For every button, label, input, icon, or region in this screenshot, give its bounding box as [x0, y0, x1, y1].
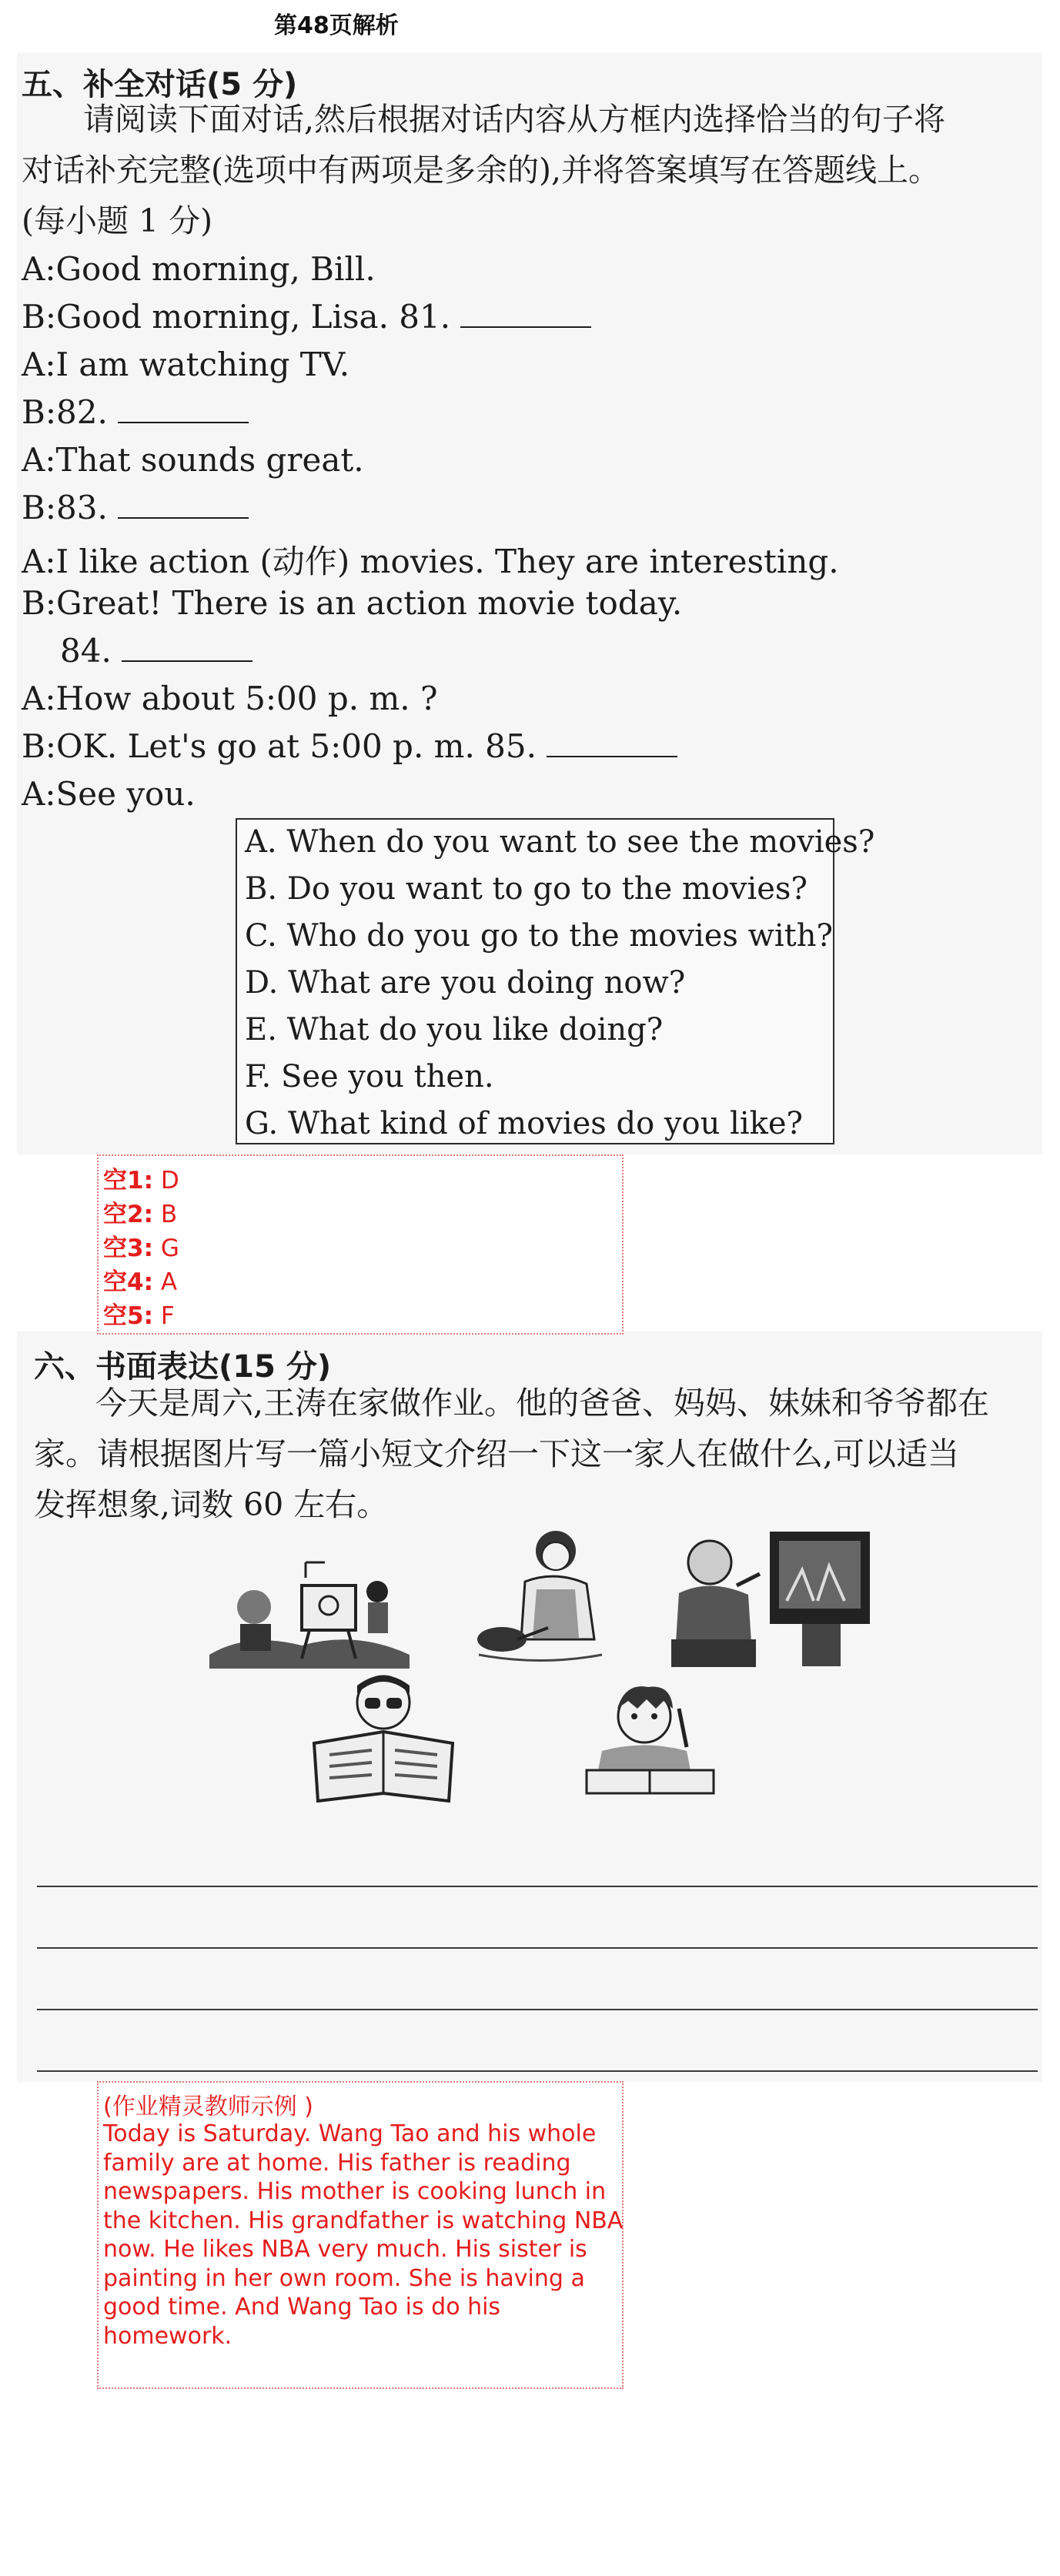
writing-line[interactable] [37, 1947, 1038, 1949]
answer-blank-83[interactable] [118, 494, 249, 519]
page-title: 第48页解析 [274, 12, 399, 39]
section-5-instruction-line-2: 对话补充完整(选项中有两项是多余的),并将答案填写在答题线上。 [22, 152, 941, 189]
answer-line-3: 空3: G [103, 1235, 179, 1262]
dialogue-line: A:I am watching TV. [22, 346, 350, 383]
dialogue-line: 84. [60, 632, 252, 670]
dialogue-line: B:OK. Let's go at 5:00 p. m. 85. [22, 727, 677, 765]
answer-line-4: 空4: A [103, 1268, 178, 1296]
section-6-title: 六、书面表达(15 分) [34, 1349, 332, 1385]
dialogue-line: B:83. [22, 489, 249, 526]
mother-cooking-illustration [471, 1524, 617, 1670]
option-e: E. What do you like doing? [245, 1012, 664, 1047]
answer-blank-84[interactable] [122, 637, 252, 662]
sample-answer-heading: (作业精灵教师示例 ) [103, 2093, 313, 2120]
wang-tao-homework-illustration [571, 1678, 725, 1801]
dialogue-line: A:Good morning, Bill. [22, 250, 376, 288]
sister-painting-illustration [202, 1547, 417, 1670]
section-5-instruction-line-1: 请阅读下面对话,然后根据对话内容从方框内选择恰当的句子将 [83, 101, 946, 138]
writing-line[interactable] [37, 2009, 1038, 2010]
option-f: F. See you then. [245, 1059, 494, 1094]
option-c: C. Who do you go to the movies with? [245, 918, 833, 954]
section-5-title: 五、补全对话(5 分) [22, 67, 298, 102]
dialogue-line: A:That sounds great. [22, 441, 364, 479]
dialogue-line: A:How about 5:00 p. m. ? [22, 680, 438, 717]
sample-answer-text: Today is Saturday. Wang Tao and his whole family are at home. His father is reading newspapers. His mother is cooking lunch in the kitchen. His grandfather is watching NBA now. He likes NBA very much. His sister is painting in her own room. She is having a good time. And Wang Tao is do his homework. [103, 2120, 624, 2350]
answer-line-1: 空1: D [103, 1167, 179, 1194]
options-box [236, 818, 875, 1144]
answer-key-box [97, 1154, 624, 1335]
answer-blank-85[interactable] [547, 733, 677, 757]
writing-line[interactable] [37, 2070, 1038, 2072]
option-g: G. What kind of movies do you like? [245, 1106, 803, 1141]
answer-blank-82[interactable] [118, 399, 249, 423]
option-b: B. Do you want to go to the movies? [245, 871, 808, 907]
section-6-instruction-line-1: 今天是周六,王涛在家做作业。他的爸爸、妈妈、妹妹和爷爷都在 [95, 1385, 990, 1422]
option-d: D. What are you doing now? [245, 965, 686, 1001]
dialogue-line: B:82. [22, 393, 249, 431]
section-5-instruction-line-3: (每小题 1 分) [22, 202, 213, 239]
dialogue-line: A:I like action (动作) movies. They are interesting. [22, 543, 839, 580]
father-reading-newspaper-illustration [306, 1670, 460, 1809]
answer-line-5: 空5: F [103, 1302, 175, 1330]
section-6-instruction-line-2: 家。请根据图片写一篇小短文介绍一下这一家人在做什么,可以适当 [34, 1435, 960, 1472]
sample-answer-box [97, 2081, 624, 2389]
dialogue-line: B:Great! There is an action movie today. [22, 584, 683, 622]
writing-line[interactable] [37, 1886, 1038, 1887]
option-a: A. When do you want to see the movies? [245, 824, 875, 860]
answer-blank-81[interactable] [460, 303, 591, 328]
dialogue-line: A:See you. [22, 775, 196, 813]
grandfather-watching-tv-illustration [664, 1524, 879, 1670]
dialogue-line: B:Good morning, Lisa. 81. [22, 298, 591, 336]
answer-line-2: 空2: B [103, 1201, 178, 1228]
section-6-instruction-line-3: 发挥想象,词数 60 左右。 [34, 1486, 389, 1523]
